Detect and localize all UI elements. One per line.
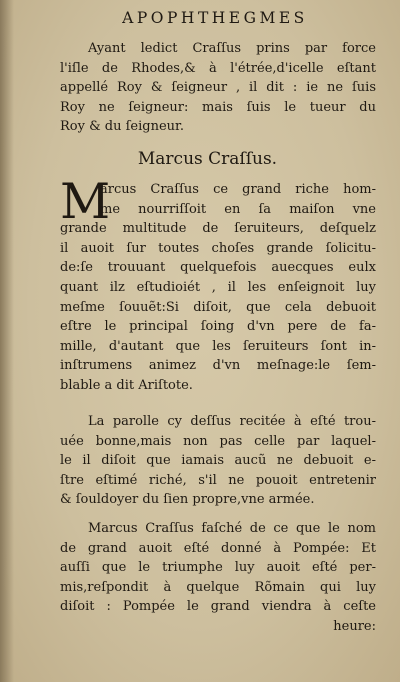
text-line: Roy & du ſeigneur. (60, 119, 184, 135)
paragraph-4 (60, 519, 376, 637)
paragraph-2 (60, 173, 376, 396)
text-line: & ſouldoyer du ſien propre,vne armée. (60, 492, 315, 508)
text-line: mis,reſpondit à quelque Rõmain qui luy (60, 579, 376, 595)
running-head: APOPHTHEGMES (122, 9, 308, 27)
text-line: arcus Craſſus ce grand riche hom- (100, 182, 376, 197)
text-line: appellé Roy & ſeigneur , il dit : ie ne ſuis (60, 80, 376, 96)
text-line: ſtre eſtimé riché, s'il ne pouoit entretenir (60, 472, 376, 488)
text-line: Roy ne ſeigneur: mais ſuis le tueur du (60, 99, 376, 115)
paragraph-1 (60, 39, 376, 137)
text-line: blable a dit Ariſtote. (60, 377, 193, 393)
drop-capital: M (60, 173, 111, 230)
text-line: eſtre le principal ſoing d'vn pere de fa- (60, 319, 376, 335)
text-line: inſtrumens animez d'vn meſnage:le ſem- (60, 358, 376, 374)
catchword: heure: (333, 618, 376, 634)
text-line: Marcus Craſſus faſché de ce que le nom (88, 521, 376, 536)
page-gutter-shadow (0, 0, 14, 682)
text-line: de:ſe trouuant quelquefois auecques eulx (60, 260, 376, 276)
text-line: grande multitude de ſeruiteurs, deſquelz (60, 221, 376, 237)
section-title: Marcus Craſſus. (137, 149, 278, 169)
text-line: l'iſle de Rhodes,& à l'étrée,d'icelle eſtant (60, 60, 376, 76)
text-line: de grand auoit eſté donné à Pompée: Et (60, 540, 376, 556)
text-line: il auoit ſur toutes choſes grande ſolicitu- (60, 240, 376, 256)
text-line: diſoit : Pompée le grand viendra à ceſte (60, 599, 376, 615)
text-line: mille, d'autant que les ſeruiteurs ſont in- (60, 338, 376, 354)
text-line: uée bonne,mais non pas celle par laquel- (60, 433, 376, 449)
text-line: auſſi que le triumphe luy auoit eſté per- (60, 560, 376, 576)
text-line: le il diſoit que iamais aucũ ne debuoit e- (60, 453, 376, 469)
text-line: me nourriſſoit en ſa maiſon vne (100, 201, 376, 217)
text-line: La parolle cy deſſus recitée à eſté trou- (88, 414, 376, 429)
text-line: quant ilz eſtudioiét , il les enſeignoit luy (60, 279, 376, 295)
text-line: meſme ſouuẽt:Si diſoit, que cela debuoit (60, 299, 376, 315)
text-line: Ayant ledict Craſſus prins par force (88, 41, 376, 56)
paragraph-3 (60, 412, 376, 510)
